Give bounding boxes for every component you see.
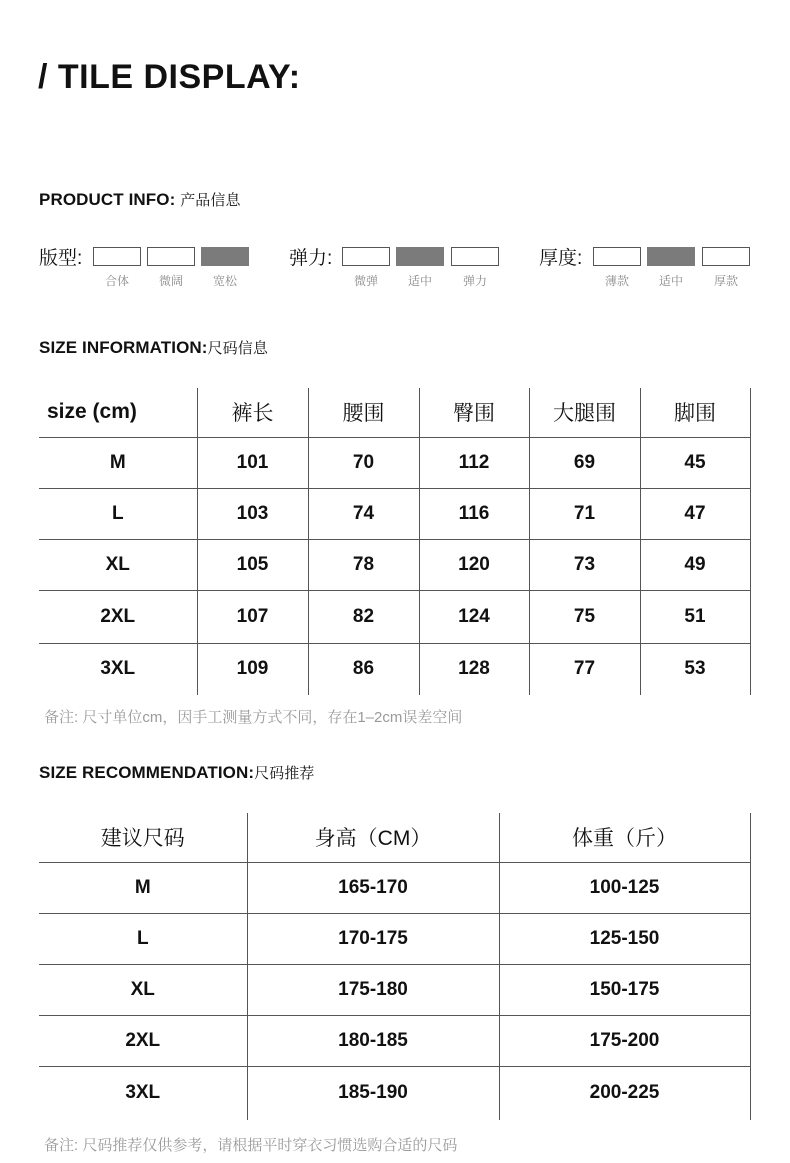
page-title: / TILE DISPLAY: (38, 58, 301, 96)
value-cell: 116 (419, 488, 529, 539)
table-row (39, 643, 750, 695)
value-cell: 71 (529, 488, 640, 539)
value-cell: 74 (308, 488, 419, 539)
table-row (39, 862, 750, 913)
size-info-heading-cn: 尺码信息 (207, 340, 268, 357)
size-rec-heading-cn: 尺码推荐 (254, 765, 315, 782)
thickness-option-box-3 (702, 247, 750, 266)
table-row (39, 539, 750, 590)
size-info-header-row (39, 388, 750, 437)
value-cell: 120 (419, 539, 529, 590)
table-row (39, 590, 750, 643)
fit-option-label-2: 微阔 (158, 274, 183, 288)
stretch-option-box-3 (451, 247, 499, 266)
size-info-col-header: 腰围 (308, 388, 419, 437)
stretch-option-label-2: 适中 (407, 274, 432, 288)
fit-option-label-1: 合体 (104, 274, 129, 288)
value-cell: 101 (197, 437, 308, 488)
size-info-heading (39, 337, 268, 358)
weight-cell: 125-150 (499, 913, 750, 964)
fit-option-box-1 (93, 247, 141, 266)
thickness-option-label-3: 厚款 (713, 274, 738, 288)
height-cell: 180-185 (247, 1015, 499, 1066)
size-info-col-header: 裤长 (197, 388, 308, 437)
value-cell: 105 (197, 539, 308, 590)
height-cell: 165-170 (247, 862, 499, 913)
size-rec-header-row (39, 813, 750, 862)
fit-option-box-2 (147, 247, 195, 266)
size-cell: L (39, 913, 247, 964)
value-cell: 128 (419, 643, 529, 695)
value-cell: 53 (640, 643, 750, 695)
value-cell: 45 (640, 437, 750, 488)
table-row (39, 1066, 750, 1120)
value-cell: 78 (308, 539, 419, 590)
attr-thickness-label: 厚度: (539, 248, 583, 269)
value-cell: 107 (197, 590, 308, 643)
value-cell: 109 (197, 643, 308, 695)
size-cell: 2XL (39, 590, 197, 643)
value-cell: 103 (197, 488, 308, 539)
size-info-note: 备注: 尺寸单位cm，因手工测量方式不同，存在1–2cm误差空间 (44, 709, 463, 726)
size-rec-heading (39, 762, 315, 783)
value-cell: 51 (640, 590, 750, 643)
value-cell: 86 (308, 643, 419, 695)
size-info-col-header: size (cm) (39, 388, 197, 437)
height-cell: 170-175 (247, 913, 499, 964)
product-info-heading-en: PRODUCT INFO: (39, 190, 176, 209)
thickness-option-label-1: 薄款 (604, 274, 629, 288)
size-cell: XL (39, 539, 197, 590)
size-info-heading-en: SIZE INFORMATION: (39, 338, 208, 357)
size-rec-col-header: 身高（CM） (247, 813, 499, 862)
stretch-option-box-1 (342, 247, 390, 266)
weight-cell: 150-175 (499, 964, 750, 1015)
height-cell: 175-180 (247, 964, 499, 1015)
attr-stretch-label: 弹力: (289, 248, 333, 269)
size-cell: 3XL (39, 1066, 247, 1120)
size-cell: M (39, 437, 197, 488)
size-rec-col-header: 体重（斤） (499, 813, 750, 862)
value-cell: 77 (529, 643, 640, 695)
table-row (39, 1015, 750, 1066)
size-rec-table (39, 813, 751, 1120)
size-info-col-header: 臀围 (419, 388, 529, 437)
weight-cell: 175-200 (499, 1015, 750, 1066)
size-rec-note: 备注: 尺码推荐仅供参考，请根据平时穿衣习惯选购合适的尺码 (44, 1137, 458, 1154)
size-info-table (39, 388, 751, 695)
size-cell: 2XL (39, 1015, 247, 1066)
attr-fit-label: 版型: (39, 248, 83, 269)
size-info-col-header: 大腿围 (529, 388, 640, 437)
size-cell: M (39, 862, 247, 913)
table-row (39, 964, 750, 1015)
fit-option-box-3-selected (201, 247, 249, 266)
stretch-option-box-2-selected (396, 247, 444, 266)
value-cell: 69 (529, 437, 640, 488)
value-cell: 73 (529, 539, 640, 590)
value-cell: 75 (529, 590, 640, 643)
stretch-option-label-1: 微弹 (353, 274, 378, 288)
thickness-option-box-2-selected (647, 247, 695, 266)
value-cell: 82 (308, 590, 419, 643)
weight-cell: 100-125 (499, 862, 750, 913)
table-row (39, 913, 750, 964)
product-info-heading (39, 189, 241, 210)
height-cell: 185-190 (247, 1066, 499, 1120)
value-cell: 49 (640, 539, 750, 590)
stretch-option-label-3: 弹力 (462, 274, 487, 288)
thickness-option-box-1 (593, 247, 641, 266)
table-row (39, 488, 750, 539)
size-cell: L (39, 488, 197, 539)
size-info-col-header: 脚围 (640, 388, 750, 437)
size-rec-col-header: 建议尺码 (39, 813, 247, 862)
product-info-heading-cn: 产品信息 (180, 192, 241, 209)
size-rec-heading-en: SIZE RECOMMENDATION: (39, 763, 255, 782)
weight-cell: 200-225 (499, 1066, 750, 1120)
value-cell: 112 (419, 437, 529, 488)
thickness-option-label-2: 适中 (658, 274, 683, 288)
fit-option-label-3: 宽松 (212, 274, 237, 288)
table-row (39, 437, 750, 488)
value-cell: 124 (419, 590, 529, 643)
size-cell: XL (39, 964, 247, 1015)
value-cell: 47 (640, 488, 750, 539)
value-cell: 70 (308, 437, 419, 488)
size-cell: 3XL (39, 643, 197, 695)
